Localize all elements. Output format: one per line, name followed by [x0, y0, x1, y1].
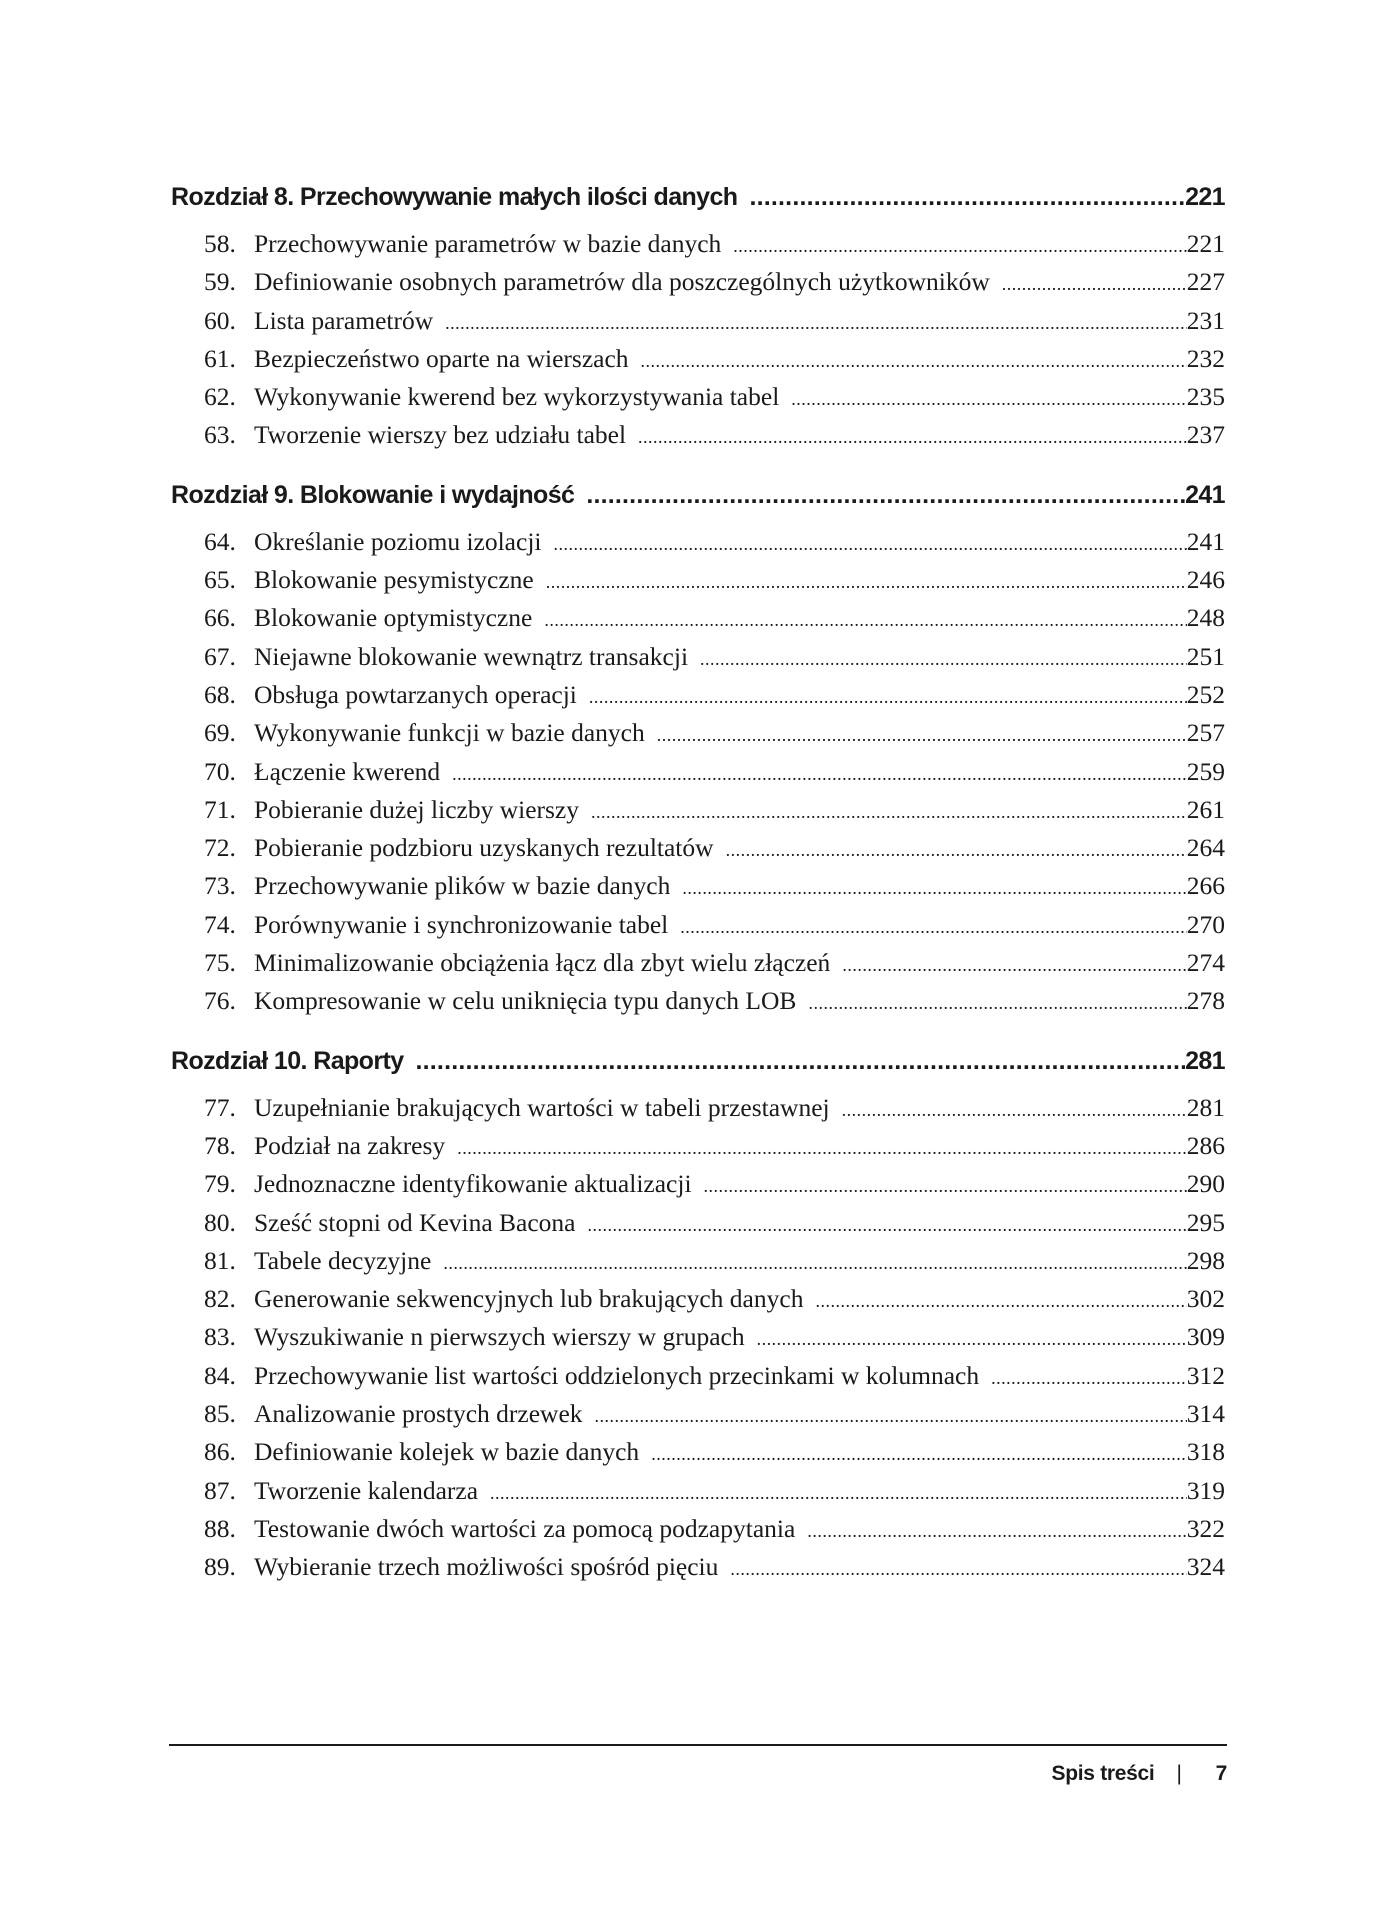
- entry-title: Minimalizowanie obciążenia łącz dla zbyt wielu złączeń: [254, 948, 831, 978]
- entry-number: 77.: [204, 1092, 236, 1122]
- entry-page-number: 221: [1186, 229, 1225, 258]
- entry-number: 81.: [204, 1245, 236, 1275]
- toc-entry[interactable]: [171, 718, 1225, 756]
- entry-title: Niejawne blokowanie wewnątrz transakcji: [254, 641, 689, 671]
- entry-title: Definiowanie kolejek w bazie danych: [254, 1437, 640, 1467]
- entry-page-number: 232: [1186, 343, 1225, 373]
- toc-entry[interactable]: [171, 948, 1225, 986]
- entry-title: Wykonywanie kwerend bez wykorzystywania tabel: [254, 382, 780, 412]
- toc-entry[interactable]: [171, 1552, 1225, 1590]
- entry-number: 89.: [204, 1552, 236, 1582]
- dot-leader: [588, 1215, 1187, 1236]
- chapter-title: Rozdział 8. Przechowywanie małych ilości danych: [171, 183, 738, 211]
- entry-title: Jednoznaczne identyfikowanie aktualizacji: [254, 1169, 692, 1199]
- entry-number: 74.: [204, 909, 236, 939]
- entry-title: Pobieranie dużej liczby wierszy: [254, 794, 580, 824]
- entry-number: 83.: [204, 1322, 236, 1352]
- entry-number: 79.: [204, 1169, 236, 1199]
- entry-title: Obsługa powtarzanych operacji: [254, 679, 577, 709]
- footer-separator: |: [1176, 1762, 1182, 1785]
- entry-page-number: 264: [1186, 833, 1225, 863]
- chapter-page-number: 241: [1185, 480, 1225, 509]
- entry-number: 65.: [204, 565, 236, 595]
- entry-number: 59.: [204, 267, 236, 297]
- dot-leader: [842, 955, 1186, 976]
- toc-entry[interactable]: [171, 306, 1225, 344]
- dot-leader: [991, 1368, 1187, 1389]
- entry-number: 78.: [204, 1130, 236, 1160]
- toc-entry[interactable]: [171, 565, 1225, 603]
- entry-title: Generowanie sekwencyjnych lub brakujących danych: [254, 1284, 804, 1314]
- entry-number: 66.: [204, 603, 236, 633]
- entry-number: 75.: [204, 948, 236, 978]
- entry-page-number: 246: [1186, 565, 1225, 595]
- toc-entry[interactable]: [171, 229, 1225, 267]
- toc-entry[interactable]: [171, 1399, 1225, 1437]
- chapter-heading[interactable]: [171, 481, 1225, 527]
- toc-entry[interactable]: [171, 527, 1225, 565]
- entry-title: Kompresowanie w celu uniknięcia typu danych LOB: [254, 986, 797, 1016]
- entry-page-number: 286: [1186, 1130, 1225, 1160]
- toc-entry[interactable]: [171, 680, 1225, 718]
- entry-title: Tabele decyzyjne: [254, 1245, 432, 1275]
- entry-page-number: 251: [1186, 641, 1225, 671]
- entry-number: 71.: [204, 794, 236, 824]
- dot-leader: [452, 764, 1187, 785]
- dot-leader: [682, 878, 1186, 899]
- entry-title: Łączenie kwerend: [254, 756, 441, 786]
- entry-title: Porównywanie i synchronizowanie tabel: [254, 909, 669, 939]
- toc-entry[interactable]: [171, 757, 1225, 795]
- entry-number: 64.: [204, 526, 236, 556]
- dot-leader: [815, 1291, 1186, 1312]
- table-of-contents: [171, 183, 1225, 1613]
- chapter-block: [171, 1047, 1225, 1591]
- dot-leader: [657, 725, 1187, 746]
- dot-leader: [595, 1406, 1187, 1427]
- entry-number: 84.: [204, 1360, 236, 1390]
- entry-title: Wybieranie trzech możliwości spośród pięciu: [254, 1552, 719, 1582]
- toc-entry[interactable]: [171, 1322, 1225, 1360]
- toc-entry[interactable]: [171, 910, 1225, 948]
- footer-section-title: Spis treści: [1051, 1762, 1155, 1785]
- toc-entry[interactable]: [171, 382, 1225, 420]
- dot-leader: [416, 1047, 1186, 1076]
- entry-number: 72.: [204, 833, 236, 863]
- entry-page-number: 261: [1186, 794, 1225, 824]
- entry-number: 88.: [204, 1513, 236, 1543]
- entry-title: Przechowywanie plików w bazie danych: [254, 871, 671, 901]
- chapter-page-number: 281: [1185, 1046, 1225, 1075]
- entry-title: Blokowanie optymistyczne: [254, 603, 533, 633]
- dot-leader: [704, 1176, 1187, 1197]
- entry-page-number: 274: [1186, 948, 1225, 978]
- toc-entry[interactable]: [171, 1208, 1225, 1246]
- entry-page-number: 237: [1186, 420, 1225, 450]
- dot-leader: [554, 534, 1187, 555]
- entry-page-number: 235: [1186, 382, 1225, 412]
- chapter-heading[interactable]: [171, 183, 1225, 229]
- entry-page-number: 324: [1186, 1552, 1225, 1582]
- entry-title: Definiowanie osobnych parametrów dla poszczególnych użytkowników: [254, 267, 990, 297]
- dot-leader: [791, 389, 1186, 410]
- toc-entry[interactable]: [171, 344, 1225, 382]
- chapter-title: Rozdział 10. Raporty: [171, 1046, 404, 1075]
- dot-leader: [591, 802, 1187, 823]
- page-footer: [1052, 1762, 1227, 1786]
- entry-number: 86.: [204, 1437, 236, 1467]
- entry-page-number: 248: [1186, 603, 1225, 633]
- dot-leader: [445, 313, 1187, 334]
- entry-number: 85.: [204, 1399, 236, 1429]
- entry-page-number: 314: [1186, 1399, 1225, 1429]
- toc-entry[interactable]: [171, 986, 1225, 1024]
- toc-entry[interactable]: [171, 1093, 1225, 1131]
- entry-page-number: 278: [1186, 986, 1225, 1016]
- dot-leader: [733, 236, 1186, 257]
- entry-page-number: 257: [1186, 718, 1225, 748]
- entry-page-number: 270: [1186, 909, 1225, 939]
- entry-title: Wykonywanie funkcji w bazie danych: [254, 718, 645, 748]
- entry-title: Sześć stopni od Kevina Bacona: [254, 1207, 576, 1237]
- dot-leader: [544, 610, 1186, 631]
- entry-page-number: 281: [1186, 1092, 1225, 1122]
- entry-page-number: 266: [1186, 871, 1225, 901]
- dot-leader: [680, 917, 1186, 938]
- entry-number: 69.: [204, 718, 236, 748]
- entry-page-number: 231: [1186, 305, 1225, 335]
- entry-page-number: 227: [1186, 267, 1225, 297]
- dot-leader: [641, 351, 1187, 372]
- toc-entry[interactable]: [171, 420, 1225, 458]
- entry-page-number: 318: [1186, 1437, 1225, 1467]
- entry-number: 61.: [204, 343, 236, 373]
- entry-page-number: 259: [1186, 756, 1225, 786]
- entry-number: 80.: [204, 1207, 236, 1237]
- toc-entry[interactable]: [171, 267, 1225, 305]
- entry-page-number: 298: [1186, 1245, 1225, 1275]
- toc-entry[interactable]: [171, 603, 1225, 641]
- entry-number: 76.: [204, 986, 236, 1016]
- entry-title: Tworzenie kalendarza: [254, 1475, 479, 1505]
- dot-leader: [730, 1559, 1186, 1580]
- dot-leader: [808, 993, 1186, 1014]
- toc-entry[interactable]: [171, 1169, 1225, 1207]
- toc-entry[interactable]: [171, 1284, 1225, 1322]
- dot-leader: [726, 840, 1187, 861]
- entry-page-number: 295: [1186, 1207, 1225, 1237]
- toc-entry[interactable]: [171, 1246, 1225, 1284]
- entry-number: 62.: [204, 382, 236, 412]
- toc-entry[interactable]: [171, 642, 1225, 680]
- toc-entry[interactable]: [171, 871, 1225, 909]
- toc-entry[interactable]: [171, 1361, 1225, 1399]
- dot-leader: [490, 1483, 1187, 1504]
- entry-title: Blokowanie pesymistyczne: [254, 565, 534, 595]
- dot-leader: [807, 1521, 1186, 1542]
- chapter-heading[interactable]: [171, 1047, 1225, 1093]
- entry-title: Przechowywanie parametrów w bazie danych: [254, 229, 722, 258]
- toc-entry[interactable]: [171, 1476, 1225, 1514]
- toc-entry[interactable]: [171, 1437, 1225, 1475]
- entry-title: Lista parametrów: [254, 305, 434, 335]
- entry-page-number: 312: [1186, 1360, 1225, 1390]
- dot-leader: [757, 1329, 1187, 1350]
- dot-leader: [651, 1444, 1187, 1465]
- entry-number: 68.: [204, 679, 236, 709]
- dot-leader: [443, 1253, 1186, 1274]
- entry-title: Podział na zakresy: [254, 1130, 446, 1160]
- chapter-block: [171, 481, 1225, 1025]
- dot-leader: [749, 183, 1185, 212]
- dot-leader: [546, 572, 1187, 593]
- toc-entry[interactable]: [171, 833, 1225, 871]
- entry-title: Testowanie dwóch wartości za pomocą podzapytania: [254, 1513, 796, 1543]
- chapter-block: [171, 183, 1225, 459]
- entry-number: 73.: [204, 871, 236, 901]
- entry-title: Tworzenie wierszy bez udziału tabel: [254, 420, 627, 450]
- entry-page-number: 319: [1186, 1475, 1225, 1505]
- entry-number: 82.: [204, 1284, 236, 1314]
- footer-divider: [169, 1744, 1227, 1746]
- toc-entry[interactable]: [171, 795, 1225, 833]
- entry-number: 70.: [204, 756, 236, 786]
- entry-title: Wyszukiwanie n pierwszych wierszy w grupach: [254, 1322, 745, 1352]
- entry-number: 60.: [204, 305, 236, 335]
- dot-leader: [457, 1138, 1187, 1159]
- toc-entry[interactable]: [171, 1131, 1225, 1169]
- chapter-title: Rozdział 9. Blokowanie i wydajność: [171, 480, 575, 509]
- dot-leader: [586, 481, 1185, 510]
- entry-title: Bezpieczeństwo oparte na wierszach: [254, 343, 629, 373]
- entry-title: Określanie poziomu izolacji: [254, 526, 542, 556]
- dot-leader: [1002, 274, 1187, 295]
- entry-number: 67.: [204, 641, 236, 671]
- entry-number: 63.: [204, 420, 236, 450]
- dot-leader: [589, 687, 1187, 708]
- entry-page-number: 309: [1186, 1322, 1225, 1352]
- entry-title: Uzupełnianie brakujących wartości w tabeli przestawnej: [254, 1092, 830, 1122]
- entry-title: Przechowywanie list wartości oddzielonych przecinkami w kolumnach: [254, 1360, 980, 1390]
- dot-leader: [700, 649, 1187, 670]
- entry-title: Pobieranie podzbioru uzyskanych rezultatów: [254, 833, 714, 863]
- entry-title: Analizowanie prostych drzewek: [254, 1399, 583, 1429]
- footer-page-number: 7: [1215, 1762, 1227, 1785]
- entry-page-number: 290: [1186, 1169, 1225, 1199]
- entry-page-number: 302: [1186, 1284, 1225, 1314]
- entry-number: 58.: [204, 229, 236, 258]
- entry-page-number: 241: [1186, 526, 1225, 556]
- dot-leader: [842, 1100, 1187, 1121]
- dot-leader: [638, 427, 1187, 448]
- toc-entry[interactable]: [171, 1514, 1225, 1552]
- entry-page-number: 252: [1186, 679, 1225, 709]
- entry-page-number: 322: [1186, 1513, 1225, 1543]
- chapter-page-number: 221: [1185, 183, 1225, 211]
- entry-number: 87.: [204, 1475, 236, 1505]
